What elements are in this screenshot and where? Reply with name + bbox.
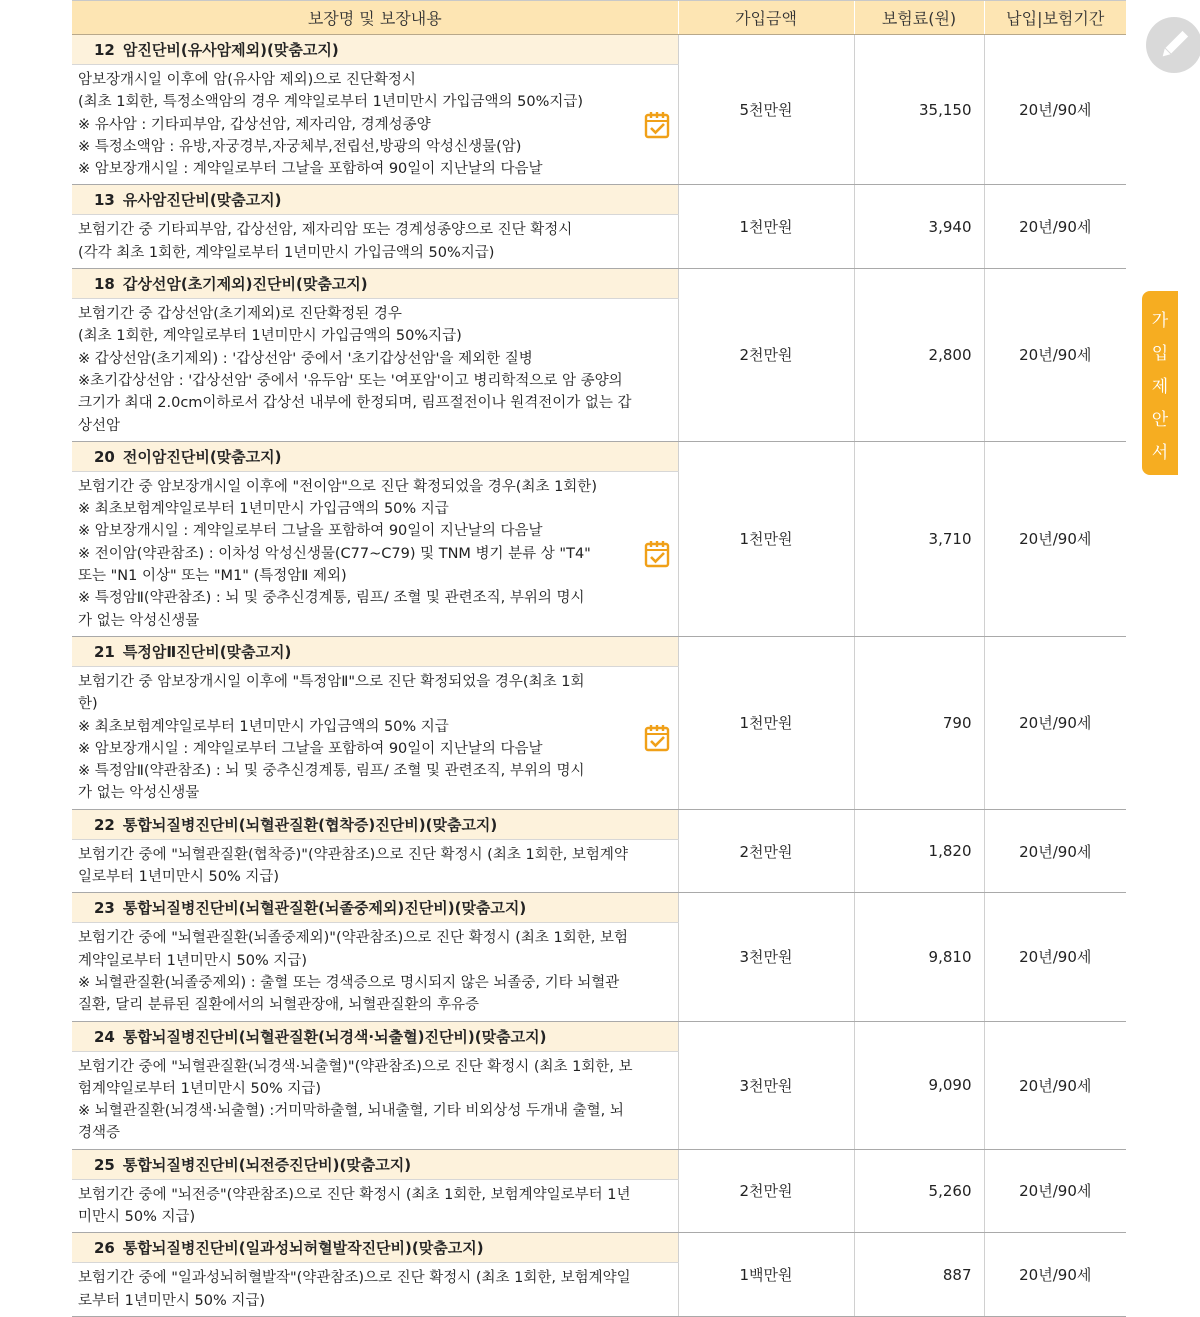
description-line: 보험기간 중 갑상선암(초기제외)로 진단확정된 경우	[78, 306, 402, 323]
coverage-term: 20년/90세	[984, 441, 1126, 636]
description-line: 험계약일로부터 1년미만시 50% 지급)	[78, 1080, 322, 1097]
coverage-term: 20년/90세	[984, 636, 1126, 809]
description-line: 질환, 달리 분류된 질환에서의 뇌혈관장애, 뇌혈관질환의 후유증	[78, 997, 480, 1014]
description-line: ※ 특정소액암 : 유방,자궁경부,자궁체부,전립선,방광의 악성신생물(암)	[78, 138, 522, 155]
description-line: (각각 최초 1회한, 계약일로부터 1년미만시 가입금액의 50%지급)	[78, 244, 495, 261]
description-line: 암보장개시일 이후에 암(유사암 제외)으로 진단확정시	[78, 72, 416, 88]
coverage-title-row	[72, 269, 1126, 299]
description-line: 보험기간 중 암보장개시일 이후에 "특정암Ⅱ"으로 진단 확정되었을 경우(최초 1회	[78, 673, 585, 690]
coverage-premium: 5,260	[854, 1149, 984, 1233]
coverage-premium: 9,810	[854, 893, 984, 1021]
description-line: (최초 1회한, 특정소액암의 경우 계약일로부터 1년미만시 가입금액의 50%지급)	[78, 94, 584, 111]
description-line: 크기가 최대 2.0cm이하로서 갑상선 내부에 한정되며, 림프절전이나 원격전이가 없는 갑	[78, 395, 632, 412]
description-line: 또는 "N1 이상" 또는 "M1" (특정암Ⅱ 제외)	[78, 568, 347, 585]
description-line: 가 없는 악성신생물	[78, 785, 200, 802]
coverage-premium: 887	[854, 1233, 984, 1317]
coverage-premium: 9,090	[854, 1021, 984, 1149]
coverage-number: 20	[94, 447, 115, 466]
coverage-title-row	[72, 1233, 1126, 1263]
description-line: ※ 암보장개시일 : 계약일로부터 그날을 포함하여 90일이 지난날의 다음날	[78, 523, 543, 540]
edit-button[interactable]	[1146, 17, 1200, 73]
coverage-name: 암진단비(유사암제외)(맞춤고지)	[122, 41, 339, 59]
coverage-amount: 3천만원	[678, 1021, 854, 1149]
description-line: 계약일로부터 1년미만시 50% 지급)	[78, 952, 308, 969]
side-tab-char: 가	[1151, 311, 1169, 331]
description-line: ※ 뇌혈관질환(뇌졸중제외) : 출혈 또는 경색증으로 명시되지 않은 뇌졸중, 기타 뇌혈관	[78, 974, 620, 991]
description-line: 경색증	[78, 1125, 121, 1142]
description-line: ※ 특정암Ⅱ(약관참조) : 뇌 및 중추신경계통, 림프/ 조혈 및 관련조직, 부위의 명시	[78, 590, 585, 607]
coverage-amount: 2천만원	[678, 269, 854, 442]
coverage-number: 12	[94, 41, 115, 59]
coverage-title-row	[72, 185, 1126, 215]
description-line: 보험기간 중에 "뇌혈관질환(뇌졸중제외)"(약관참조)으로 진단 확정시 (최초 1회한, 보험	[78, 930, 628, 947]
coverage-number: 13	[94, 191, 115, 210]
description-line: 일로부터 1년미만시 50% 지급)	[78, 869, 280, 886]
coverage-term: 20년/90세	[984, 1233, 1126, 1317]
coverage-amount: 3천만원	[678, 893, 854, 1021]
description-line: ※ 최초보험계약일로부터 1년미만시 가입금액의 50% 지급	[78, 718, 449, 735]
coverage-title-row	[72, 893, 1126, 923]
coverage-description	[72, 65, 678, 185]
coverage-premium: 35,150	[854, 35, 984, 185]
coverage-title-row	[72, 636, 1126, 666]
header-amount: 가입금액	[678, 1, 854, 35]
description-line: 보험기간 중 암보장개시일 이후에 "전이암"으로 진단 확정되었을 경우(최초 1회한)	[78, 478, 597, 495]
header-coverage-name: 보장명 및 보장내용	[72, 1, 678, 35]
description-line: 보험기간 중에 "뇌혈관질환(협착증)"(약관참조)으로 진단 확정시 (최초 1회한, 보험계약	[78, 846, 628, 863]
coverage-title	[72, 893, 678, 923]
coverage-premium: 790	[854, 636, 984, 809]
coverage-number: 25	[94, 1155, 115, 1174]
description-line: 상선암	[78, 417, 121, 434]
coverage-description	[72, 839, 678, 893]
description-line: ※ 갑상선암(초기제외) : '갑상선암' 중에서 '초기갑상선암'을 제외한 질병	[78, 350, 533, 367]
description-line: 미만시 50% 지급)	[78, 1208, 196, 1225]
coverage-number: 26	[94, 1239, 115, 1258]
coverage-number: 22	[94, 815, 115, 834]
description-line: ※ 최초보험계약일로부터 1년미만시 가입금액의 50% 지급	[78, 501, 449, 518]
coverage-term: 20년/90세	[984, 185, 1126, 269]
coverage-title	[72, 809, 678, 839]
description-line: 가 없는 악성신생물	[78, 612, 200, 629]
coverage-description	[72, 923, 678, 1021]
coverage-title-row	[72, 1021, 1126, 1051]
coverage-name: 갑상선암(초기제외)진단비(맞춤고지)	[122, 275, 368, 294]
coverage-premium: 3,940	[854, 185, 984, 269]
coverage-title	[72, 1021, 678, 1051]
coverage-description	[72, 666, 678, 809]
description-line: 보험기간 중 기타피부암, 갑상선암, 제자리암 또는 경계성종양으로 진단 확정시	[78, 222, 573, 239]
description-line: 한)	[78, 696, 98, 713]
description-line: 로부터 1년미만시 50% 지급)	[78, 1292, 266, 1309]
description-line: ※초기갑상선암 : '갑상선암' 중에서 '유두암' 또는 '여포암'이고 병리학적으로 암 종양의	[78, 372, 623, 389]
coverage-name: 통합뇌질병진단비(뇌혈관질환(협착증)진단비)(맞춤고지)	[122, 815, 498, 834]
calendar-check-icon	[644, 540, 670, 568]
header-premium: 보험료(원)	[854, 1, 984, 35]
coverage-name: 통합뇌질병진단비(뇌혈관질환(뇌졸중제외)진단비)(맞춤고지)	[122, 899, 527, 918]
side-tab-char: 제	[1151, 377, 1169, 397]
coverage-amount: 1천만원	[678, 441, 854, 636]
coverage-name: 통합뇌질병진단비(뇌전증진단비)(맞춤고지)	[122, 1155, 412, 1174]
coverage-amount: 5천만원	[678, 35, 854, 185]
coverage-description	[72, 1179, 678, 1233]
side-tab-char: 입	[1151, 344, 1169, 364]
coverage-premium: 3,710	[854, 441, 984, 636]
coverage-table	[72, 0, 1126, 1317]
description-line: ※ 뇌혈관질환(뇌경색·뇌출혈) :거미막하출혈, 뇌내출혈, 기타 비외상성 두개내 출혈, 뇌	[78, 1103, 624, 1120]
description-line: 보험기간 중에 "일과성뇌허혈발작"(약관참조)으로 진단 확정시 (최초 1회한, 보험계약일	[78, 1270, 631, 1287]
description-line: ※ 특정암Ⅱ(약관참조) : 뇌 및 중추신경계통, 림프/ 조혈 및 관련조직, 부위의 명시	[78, 763, 585, 780]
coverage-description	[72, 299, 678, 442]
coverage-term: 20년/90세	[984, 1021, 1126, 1149]
coverage-term: 20년/90세	[984, 269, 1126, 442]
coverage-name: 통합뇌질병진단비(일과성뇌허혈발작진단비)(맞춤고지)	[122, 1239, 484, 1258]
coverage-title-row	[72, 35, 1126, 65]
header-term: 납입|보험기간	[984, 1, 1126, 35]
description-line: ※ 유사암 : 기타피부암, 갑상선암, 제자리암, 경계성종양	[78, 116, 431, 133]
side-tab-char: 안	[1151, 410, 1169, 430]
pencil-icon	[1146, 17, 1200, 73]
coverage-premium: 1,820	[854, 809, 984, 893]
coverage-title	[72, 441, 678, 471]
coverage-title-row	[72, 809, 1126, 839]
coverage-term: 20년/90세	[984, 1149, 1126, 1233]
coverage-title-row	[72, 441, 1126, 471]
coverage-title	[72, 1233, 678, 1263]
coverage-title	[72, 269, 678, 299]
coverage-description	[72, 1263, 678, 1317]
coverage-amount: 1천만원	[678, 185, 854, 269]
coverage-description	[72, 1051, 678, 1149]
coverage-term: 20년/90세	[984, 35, 1126, 185]
description-line: ※ 암보장개시일 : 계약일로부터 그날을 포함하여 90일이 지난날의 다음날	[78, 740, 543, 757]
description-line: 보험기간 중에 "뇌혈관질환(뇌경색·뇌출혈)"(약관참조)으로 진단 확정시 (최초 1회한, 보	[78, 1058, 633, 1075]
proposal-side-tab[interactable]	[1142, 291, 1178, 475]
coverage-premium: 2,800	[854, 269, 984, 442]
coverage-amount: 2천만원	[678, 1149, 854, 1233]
coverage-description	[72, 471, 678, 636]
coverage-number: 21	[94, 642, 115, 661]
coverage-amount: 2천만원	[678, 809, 854, 893]
coverage-title	[72, 1149, 678, 1179]
coverage-name: 유사암진단비(맞춤고지)	[122, 191, 282, 210]
coverage-number: 24	[94, 1027, 115, 1046]
coverage-title-row	[72, 1149, 1126, 1179]
table-header	[72, 1, 1126, 35]
side-tab-char: 서	[1151, 443, 1169, 463]
coverage-name: 전이암진단비(맞춤고지)	[122, 447, 282, 466]
description-line: ※ 암보장개시일 : 계약일로부터 그날을 포함하여 90일이 지난날의 다음날	[78, 161, 543, 178]
coverage-amount: 1백만원	[678, 1233, 854, 1317]
coverage-title	[72, 35, 678, 65]
description-line: ※ 전이암(약관참조) : 이차성 악성신생물(C77~C79) 및 TNM 병기 분류 상 "T4"	[78, 545, 591, 562]
coverage-term: 20년/90세	[984, 809, 1126, 893]
coverage-name: 통합뇌질병진단비(뇌혈관질환(뇌경색·뇌출혈)진단비)(맞춤고지)	[122, 1027, 547, 1046]
coverage-number: 18	[94, 275, 115, 294]
coverage-title	[72, 636, 678, 666]
coverage-name: 특정암Ⅱ진단비(맞춤고지)	[122, 642, 292, 661]
calendar-check-icon	[644, 724, 670, 752]
coverage-term: 20년/90세	[984, 893, 1126, 1021]
description-line: 보험기간 중에 "뇌전증"(약관참조)으로 진단 확정시 (최초 1회한, 보험계약일로부터 1년	[78, 1186, 631, 1203]
description-line: (최초 1회한, 계약일로부터 1년미만시 가입금액의 50%지급)	[78, 328, 462, 345]
coverage-amount: 1천만원	[678, 636, 854, 809]
coverage-number: 23	[94, 899, 115, 918]
coverage-document	[72, 0, 1126, 1317]
calendar-check-icon	[644, 111, 670, 139]
coverage-title	[72, 185, 678, 215]
coverage-description	[72, 215, 678, 269]
